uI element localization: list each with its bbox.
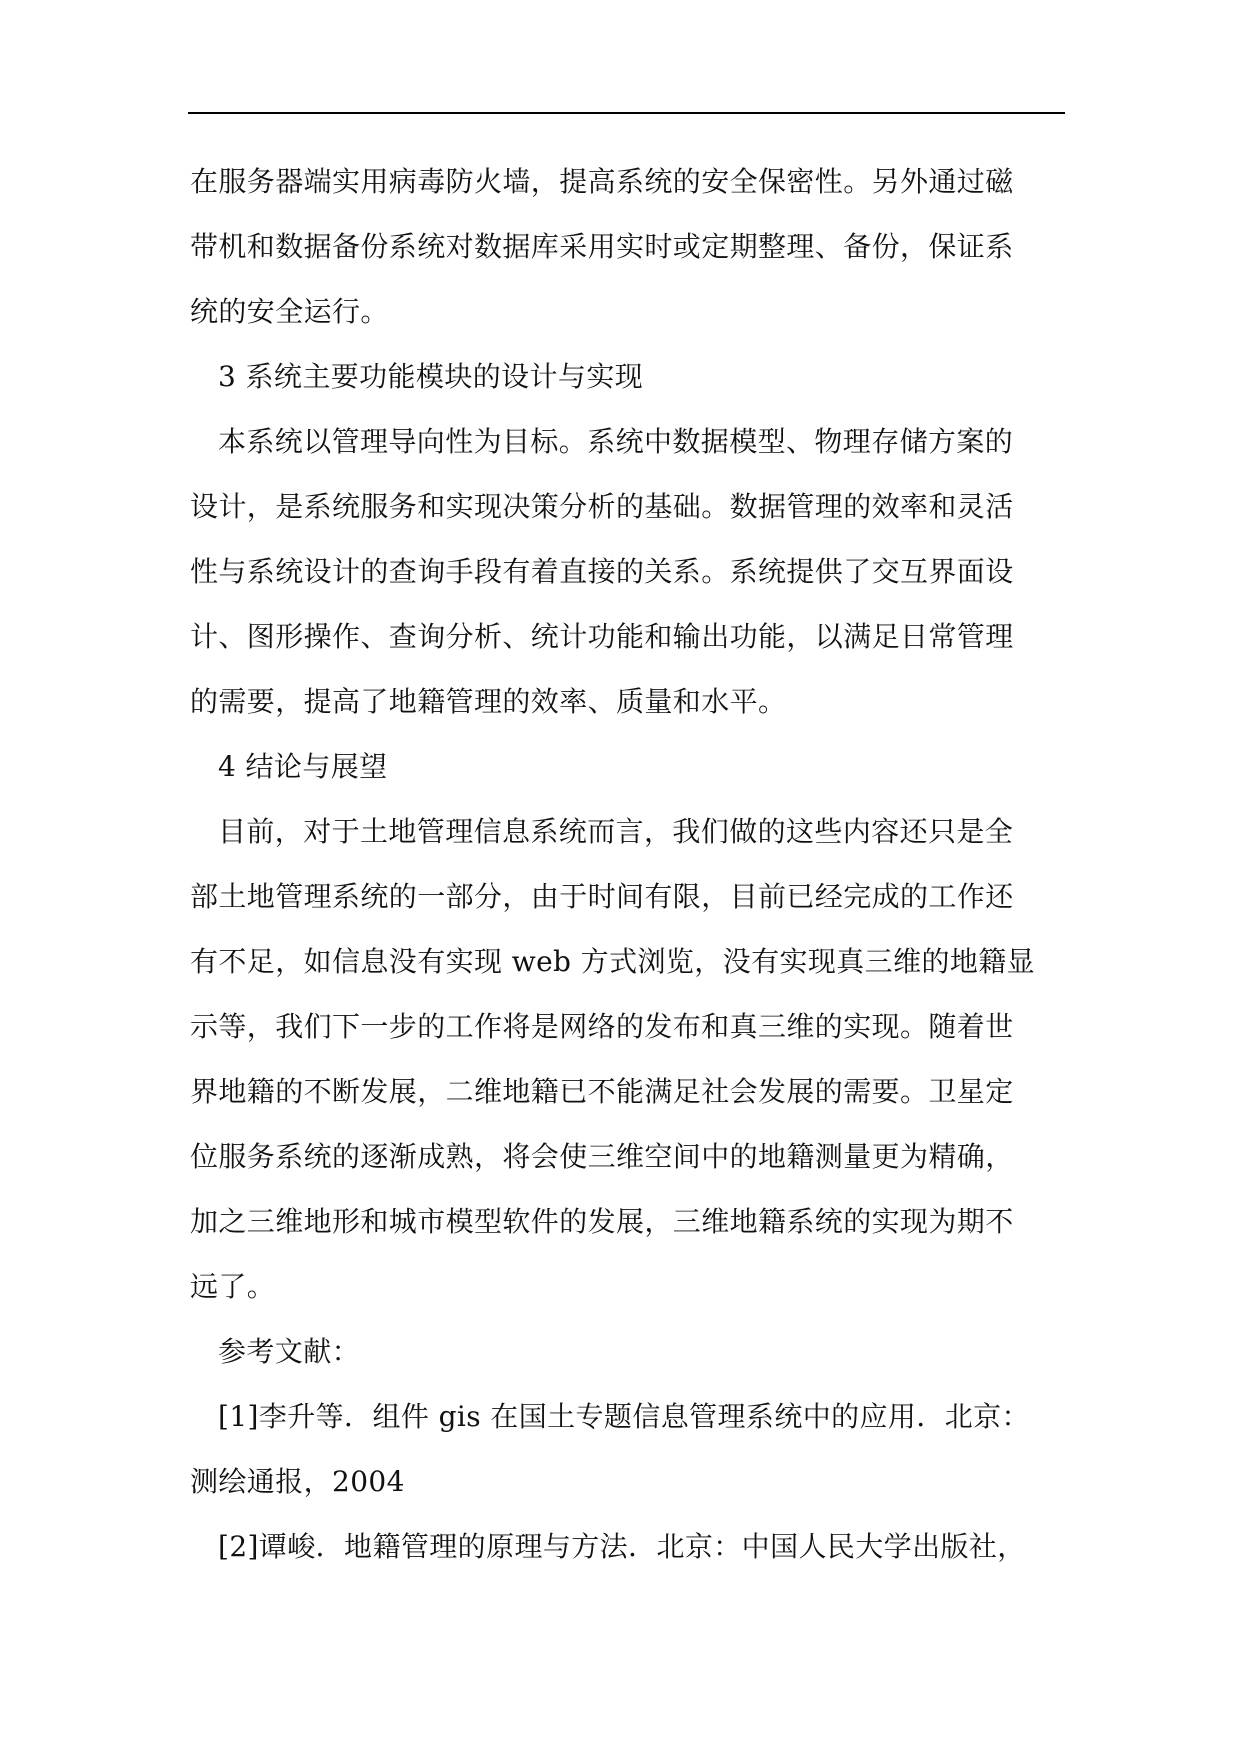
reference-line: [2]谭峻．地籍管理的原理与方法．北京：中国人民大学出版社，: [218, 1530, 1026, 1563]
paragraph-line: 部土地管理系统的一部分，由于时间有限，目前已经完成的工作还: [190, 880, 1014, 913]
paragraph-line: 本系统以管理导向性为目标。系统中数据模型、物理存储方案的: [218, 425, 1014, 458]
paragraph-line: 界地籍的不断发展，二维地籍已不能满足社会发展的需要。卫星定: [190, 1075, 1014, 1108]
header-rule: [188, 112, 1065, 114]
paragraph-line: 性与系统设计的查询手段有着直接的关系。系统提供了交互界面设: [190, 555, 1014, 588]
reference-line: 测绘通报，2004: [190, 1465, 405, 1498]
paragraph-line: 设计，是系统服务和实现决策分析的基础。数据管理的效率和灵活: [190, 490, 1014, 523]
references-heading: 参考文献：: [218, 1335, 361, 1368]
paragraph-line: 带机和数据备份系统对数据库采用实时或定期整理、备份，保证系: [190, 230, 1014, 263]
paragraph-line: 有不足，如信息没有实现 web 方式浏览，没有实现真三维的地籍显: [190, 945, 1036, 978]
paragraph-line: 在服务器端实用病毒防火墙，提高系统的安全保密性。另外通过磁: [190, 165, 1014, 198]
paragraph-line: 加之三维地形和城市模型软件的发展，三维地籍系统的实现为期不: [190, 1205, 1014, 1238]
paragraph-line: 统的安全运行。: [190, 295, 389, 328]
paragraph-line: 的需要，提高了地籍管理的效率、质量和水平。: [190, 685, 787, 718]
paragraph-line: 目前，对于土地管理信息系统而言，我们做的这些内容还只是全: [218, 815, 1014, 848]
paragraph-line: 计、图形操作、查询分析、统计功能和输出功能，以满足日常管理: [190, 620, 1014, 653]
section-heading-4: 4 结论与展望: [218, 750, 388, 783]
paragraph-line: 示等，我们下一步的工作将是网络的发布和真三维的实现。随着世: [190, 1010, 1014, 1043]
paragraph-line: 远了。: [190, 1270, 276, 1303]
paragraph-line: 位服务系统的逐渐成熟，将会使三维空间中的地籍测量更为精确，: [190, 1140, 1014, 1173]
section-heading-3: 3 系统主要功能模块的设计与实现: [218, 360, 644, 393]
reference-line: [1]李升等．组件 gis 在国土专题信息管理系统中的应用．北京：: [218, 1400, 1030, 1433]
